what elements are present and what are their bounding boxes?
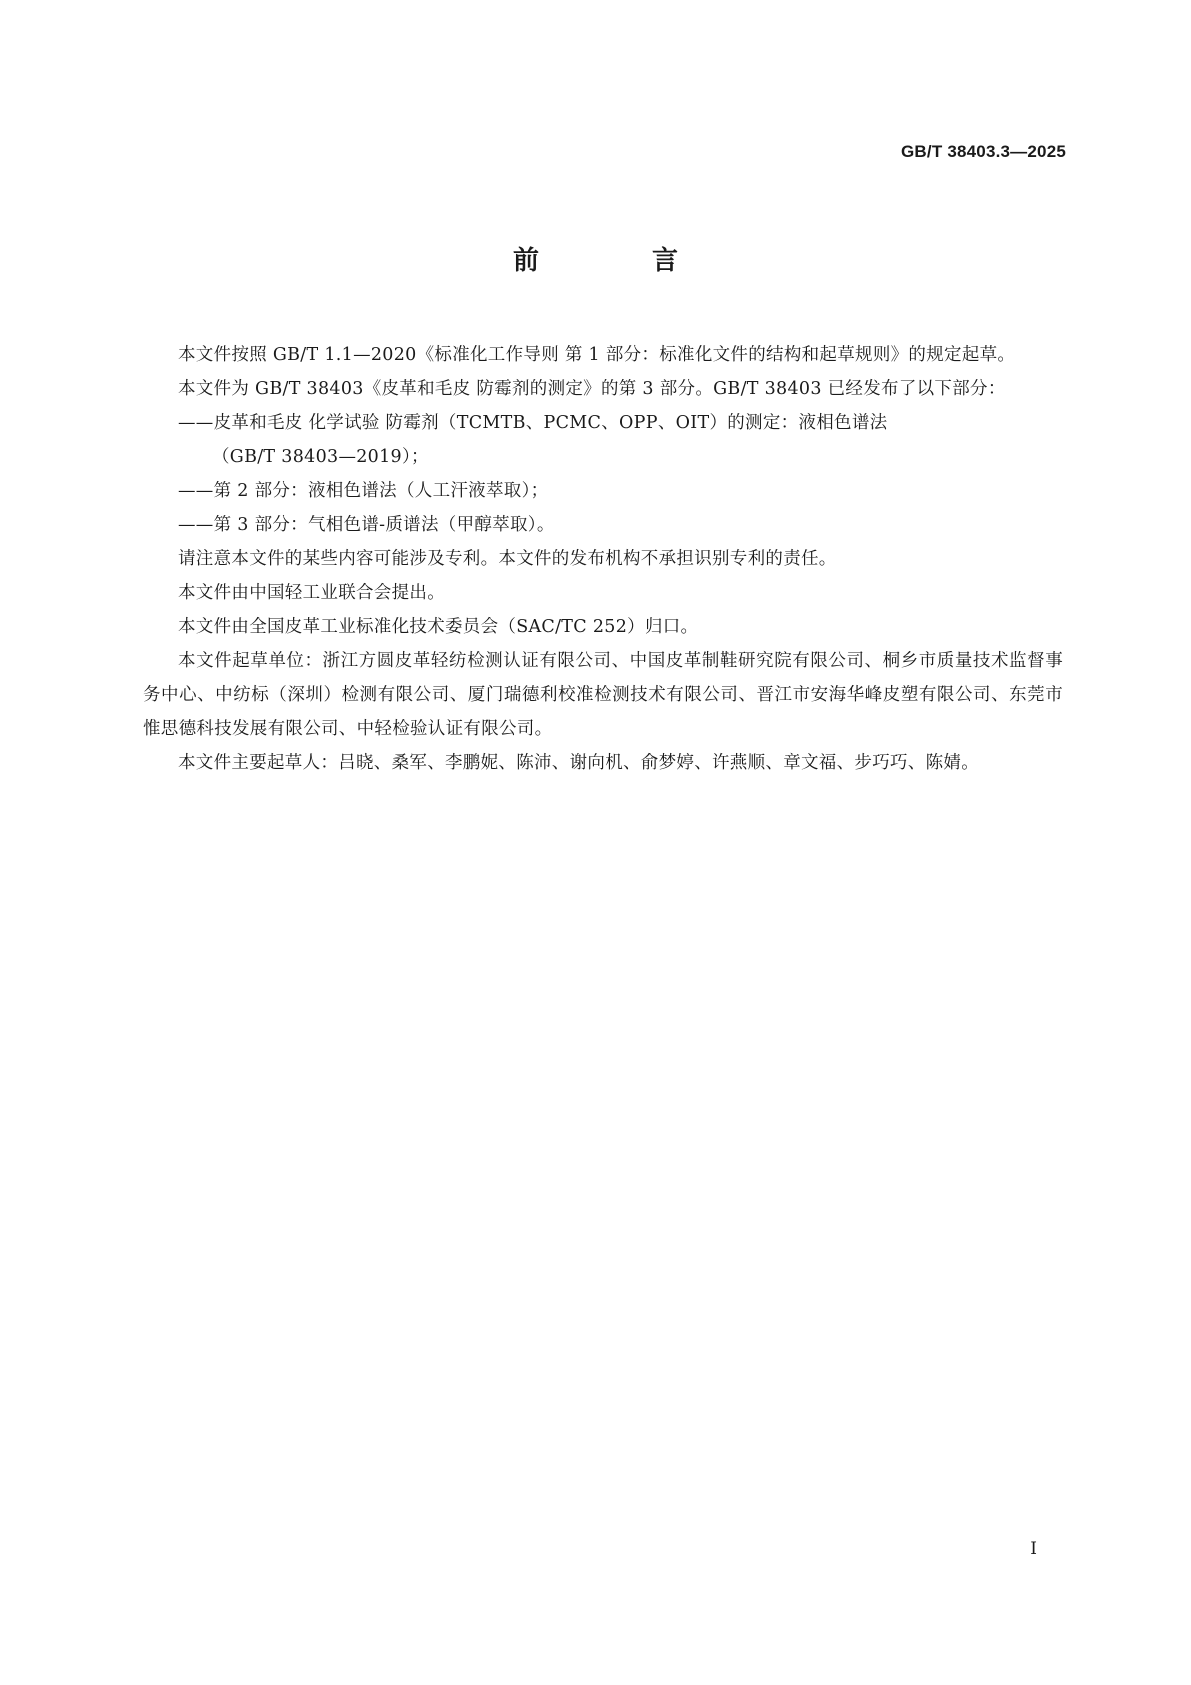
list-dash: —— xyxy=(178,515,214,535)
list-item-continuation: （GB/T 38403—2019）； xyxy=(212,447,429,467)
list-dash: —— xyxy=(178,481,214,501)
paragraph-drafters: 本文件主要起草人：吕晓、桑军、李鹏妮、陈沛、谢向机、俞梦婷、许燕顺、章文福、步巧巧、陈婧。 xyxy=(178,753,979,773)
list-item xyxy=(143,474,1063,508)
list-dash: —— xyxy=(178,413,214,433)
list-item xyxy=(143,406,1063,474)
paragraph-series-intro: 本文件为 GB/T 38403《皮革和毛皮 防霉剂的测定》的第 3 部分。GB/T 38403 已经发布了以下部分： xyxy=(178,379,1006,399)
foreword-body xyxy=(143,338,1063,780)
list-item-text: 第 2 部分：液相色谱法（人工汗液萃取）； xyxy=(213,481,549,501)
paragraph-drafting-basis: 本文件按照 GB/T 1.1—2020《标准化工作导则 第 1 部分：标准化文件的结构和起草规则》的规定起草。 xyxy=(178,345,1016,365)
paragraph-patent-notice: 请注意本文件的某些内容可能涉及专利。本文件的发布机构不承担识别专利的责任。 xyxy=(178,549,837,569)
list-item xyxy=(143,508,1063,542)
list-item-text: 第 3 部分：气相色谱-质谱法（甲醇萃取）。 xyxy=(213,515,555,535)
list-item-text: 皮革和毛皮 化学试验 防霉剂（TCMTB、PCMC、OPP、OIT）的测定：液相色谱法 xyxy=(213,413,888,433)
paragraph-drafting-units: 本文件起草单位：浙江方圆皮革轻纺检测认证有限公司、中国皮革制鞋研究院有限公司、桐乡市质量技术监督事务中心、中纺标（深圳）检测有限公司、厦门瑞德利校准检测技术有限公司、晋江市安海华峰皮塑有限公司、东莞市惟思德科技发展有限公司、中轻检验认证有限公司。 xyxy=(143,651,1063,739)
paragraph-managed-by: 本文件由全国皮革工业标准化技术委员会（SAC/TC 252）归口。 xyxy=(178,617,699,637)
page-title: 前 言 xyxy=(512,246,731,276)
paragraph-proposed-by: 本文件由中国轻工业联合会提出。 xyxy=(178,583,445,603)
standard-number: GB/T 38403.3—2025 xyxy=(901,142,1066,161)
page-number: I xyxy=(1030,1539,1037,1559)
